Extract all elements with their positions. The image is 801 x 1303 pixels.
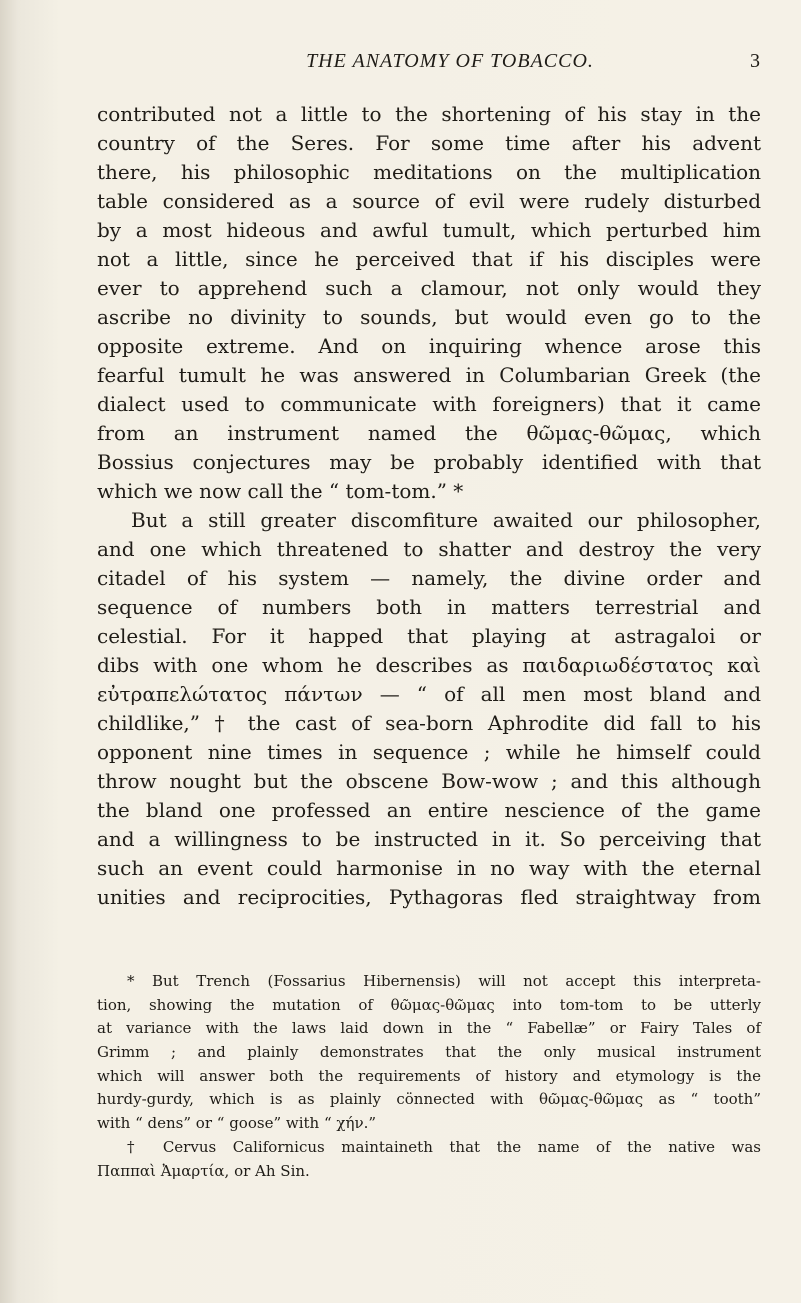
text-line: sequence of numbers both in matters terrestrial and bbox=[97, 595, 761, 619]
text-line: But a still greater discomfiture awaited our philosopher, bbox=[131, 508, 761, 532]
footnotes bbox=[97, 970, 761, 1183]
text-line: εὐτραπελώτατος πάντων — “ of all men most bland and bbox=[97, 682, 761, 706]
text-line: contributed not a little to the shortening of his stay in the bbox=[97, 102, 761, 126]
footnote-line: † Cervus Californicus maintaineth that the name of the native was bbox=[127, 1137, 761, 1156]
text-line: Bossius conjectures may be probably identified with that bbox=[97, 450, 761, 474]
footnote-line: which will answer both the requirements of history and etymology is the bbox=[97, 1066, 761, 1085]
footnote-line: Grimm ; and plainly demonstrates that the only musical instrument bbox=[97, 1043, 761, 1062]
footnote-line: Παππαὶ Ἀμαρτία, or Ah Sin. bbox=[97, 1161, 310, 1180]
text-line: ascribe no divinity to sounds, but would even go to the bbox=[97, 305, 761, 329]
footnote-line: hurdy-gurdy, which is as plainly cönnected with θῶμας-θῶμας as “ tooth” bbox=[97, 1090, 761, 1109]
text-line: celestial. For it happed that playing at astragaloi or bbox=[97, 624, 761, 648]
text-line: the bland one professed an entire nescience of the game bbox=[97, 798, 761, 822]
main-text bbox=[97, 100, 761, 912]
text-line: from an instrument named the θῶμας-θῶμας, which bbox=[97, 421, 761, 445]
footnote-line: at variance with the laws laid down in the “ Fabellæ” or Fairy Tales of bbox=[97, 1019, 761, 1038]
text-line: table considered as a source of evil were rudely disturbed bbox=[97, 189, 761, 213]
running-head: THE ANATOMY OF TOBACCO. bbox=[306, 50, 594, 72]
text-line: dibs with one whom he describes as παιδαριωδέστατος καὶ bbox=[97, 653, 761, 677]
text-line: there, his philosophic meditations on the multiplication bbox=[97, 160, 761, 184]
footnote-line: * But Trench (Fossarius Hibernensis) will not accept this interpreta- bbox=[127, 972, 761, 990]
text-line: country of the Seres. For some time after his advent bbox=[97, 131, 761, 155]
text-line: fearful tumult he was answered in Columbarian Greek (the bbox=[97, 363, 761, 387]
text-line: unities and reciprocities, Pythagoras fled straightway from bbox=[97, 885, 761, 909]
text-line: throw nought but the obscene Bow-wow ; and this although bbox=[97, 769, 761, 793]
footnote-line: with “ dens” or “ goose” with “ χήν.” bbox=[97, 1114, 377, 1133]
footnote-line: tion, showing the mutation of θῶμας-θῶμας into tom-tom to be utterly bbox=[97, 995, 761, 1014]
text-line: not a little, since he perceived that if his disciples were bbox=[97, 247, 761, 271]
text-line: by a most hideous and awful tumult, which perturbed him bbox=[97, 218, 761, 242]
text-line: such an event could harmonise in no way with the eternal bbox=[97, 856, 761, 880]
text-line: ever to apprehend such a clamour, not only would they bbox=[97, 276, 761, 300]
text-line: and a willingness to be instructed in it. So perceiving that bbox=[97, 827, 761, 851]
page-number: 3 bbox=[750, 50, 760, 72]
page-header bbox=[140, 50, 760, 80]
text-line: opposite extreme. And on inquiring whence arose this bbox=[97, 334, 761, 358]
text-line: which we now call the “ tom-tom.” * bbox=[97, 479, 464, 503]
text-line: citadel of his system — namely, the divine order and bbox=[97, 566, 761, 590]
text-line: dialect used to communicate with foreigners) that it came bbox=[97, 392, 761, 416]
text-line: childlike,” † the cast of sea-born Aphrodite did fall to his bbox=[97, 711, 761, 735]
text-line: and one which threatened to shatter and destroy the very bbox=[97, 537, 761, 561]
text-line: opponent nine times in sequence ; while he himself could bbox=[97, 740, 761, 764]
